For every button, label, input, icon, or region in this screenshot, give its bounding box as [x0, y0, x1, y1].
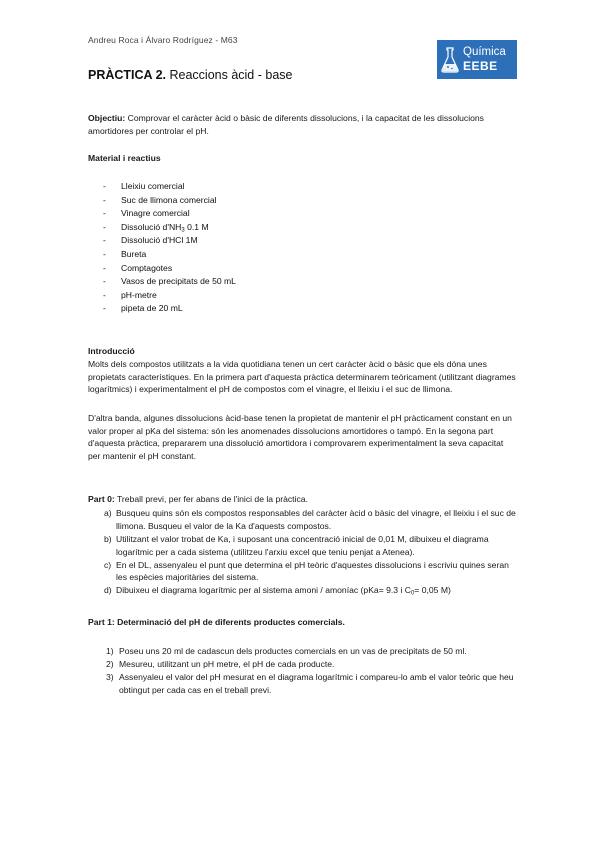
list-item: - Dissolució d'HCl 1M	[103, 235, 198, 246]
part1-text: Determinació del pH de diferents productes comercials.	[114, 617, 345, 627]
part0-heading	[88, 493, 518, 506]
list-item: 3) Assenyaleu el valor del pH mesurat en el diagrama logarítmic i compareu-lo amb el valor teòric que heu obtingut per cada cas en el treball previ.	[106, 672, 514, 695]
objective-paragraph	[88, 112, 518, 137]
logo-line1: Química	[463, 45, 506, 58]
objective-text: Comprovar el caràcter àcid o bàsic de diferents dissolucions, i la capacitat de les dissolucions amortidores per controlar el pH.	[88, 113, 484, 136]
list-item: - Vinagre comercial	[103, 208, 190, 219]
materials-heading: Material i reactius	[88, 153, 161, 163]
list-item: - pH-metre	[103, 289, 157, 300]
quimica-eebe-logo	[437, 40, 517, 79]
list-item: - Dissolució $d'NH_3$ 0.1 M	[103, 221, 209, 234]
intro-paragraph-1: Molts dels compostos utilitzats a la vida quotidiana tenen un cert caràcter àcid o bàsic que els dóna unes propietats característiques. En la primera part d'aquesta pràctica determinarem teòricament (utilitzant diagrames logarítmics) i experimentalment el pH de compostos com el vinagre, el lleixiu i el suc de llimona.	[88, 359, 516, 395]
list-item: - pipeta de 20 mL	[103, 303, 183, 314]
list-item: - Suc de llimona comercial	[103, 194, 217, 205]
part1-list	[106, 645, 522, 697]
list-item: a) Busqueu quins són els compostos responsables del caràcter àcid o bàsic del vinagre, el lleixiu i el suc de llimona. Busqueu el valor de la Ka d'aquests compostos.	[104, 508, 516, 531]
part1-heading	[88, 616, 518, 629]
header-author: Andreu Roca i Álvaro Rodríguez - M63	[88, 35, 238, 45]
list-item: c) En el DL, assenyaleu el punt que determina el pH teòric d'aquestes dissolucions i escriviu quines seran les espècies majoritàries del sistema.	[104, 559, 509, 583]
part0-label: Part 0:	[88, 494, 115, 504]
list-item: - Bureta	[103, 248, 147, 259]
list-item: 1) Poseu uns 20 ml de cadascun dels productes comercials en un vas de precipitats de 50 ml.	[106, 646, 467, 656]
list-item: d) Dibuixeu el diagrama logarítmic per al sistema amoni / amoníac (pKa= 9.3 i $C_0= 0,05$ M)	[104, 585, 451, 597]
list-item: b) Utilitzant el valor trobat de Ka, i suposant una concentració inicial de 0,01 M, dibuixeu el diagrama logarítmic per a cada sistema (utilitzeu l'arxiu excel que teniu penjat a Atenea).	[104, 533, 489, 557]
intro-heading: Introducció	[88, 346, 135, 356]
list-item: - Comptagotes	[103, 262, 173, 273]
part0-list	[104, 507, 522, 597]
objective-label: Objectiu:	[88, 113, 126, 123]
title-text: Reaccions àcid - base	[166, 68, 293, 82]
logo-line2: EEBE	[463, 59, 498, 74]
title-prefix: PRÀCTICA 2.	[88, 68, 167, 82]
flask-icon	[437, 40, 463, 79]
part0-text: Treball previ, per fer abans de l'inici de la pràctica.	[114, 494, 308, 504]
part1-label: Part 1:	[88, 617, 115, 627]
page-title	[88, 68, 292, 82]
list-item: - Vasos de precipitats de 50 mL	[103, 276, 236, 287]
list-item: 2) Mesureu, utilitzant un pH metre, el pH de cada producte.	[106, 659, 335, 670]
materials-list	[103, 180, 236, 316]
intro-paragraph-2: D'altra banda, algunes dissolucions àcid-base tenen la propietat de mantenir el pH pràcticament constant en un valor proper al pKa del sistema: són les anomenades dissolucions amortidores o tampó. En la segona part d'aquesta pràctica, prepararem una dissolució amortidora i comprovarem experimentalment la seva capacitat per mantenir el pH constant.	[88, 413, 512, 462]
list-item: - Lleixiu comercial	[103, 181, 185, 191]
